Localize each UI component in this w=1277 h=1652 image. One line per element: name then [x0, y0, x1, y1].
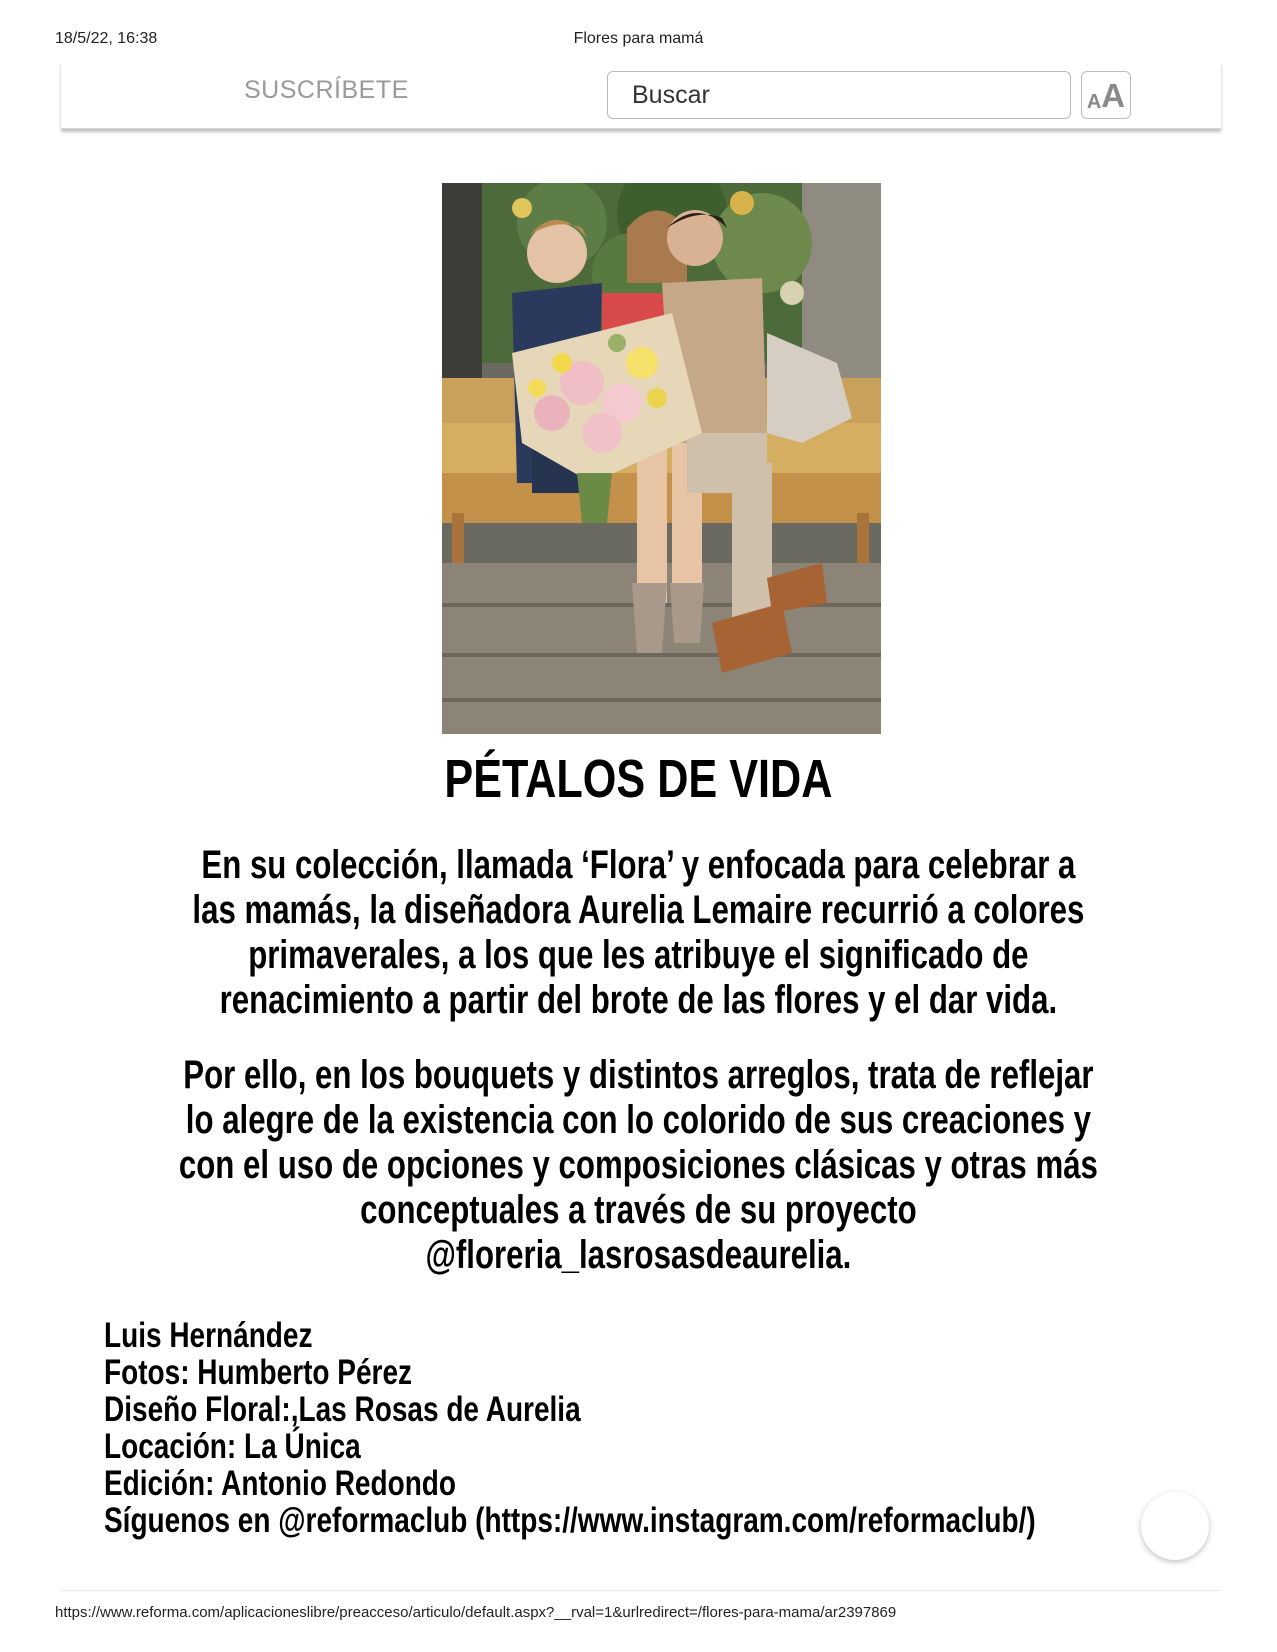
- top-toolbar: [61, 62, 1221, 129]
- paragraph-line: renacimiento a partir del brote de las flores y el dar vida.: [219, 978, 1058, 1022]
- font-size-large-icon: A: [1101, 77, 1126, 114]
- print-date: 18/5/22, 16:38: [55, 30, 158, 47]
- credit-follow-us: Síguenos en @reformaclub (https://www.instagram.com/reformaclub/): [104, 1501, 1036, 1540]
- article-photo: [442, 183, 881, 734]
- paragraph-line: las mamás, la diseñadora Aurelia Lemaire recurrió a colores: [192, 888, 1085, 932]
- credit-photos: Fotos: Humberto Pérez: [104, 1353, 413, 1392]
- article-paragraph-1: [140, 843, 1136, 1023]
- search-input[interactable]: [607, 71, 1071, 119]
- font-size-small-icon: A: [1086, 91, 1102, 113]
- paragraph-line: En su colección, llamada ‘Flora’ y enfocada para celebrar a: [201, 843, 1076, 887]
- credit-author: Luis Hernández: [104, 1316, 313, 1355]
- credit-location: Locación: La Única: [104, 1427, 361, 1466]
- article-credits: [104, 1317, 1144, 1539]
- paragraph-line: lo alegre de la existencia con lo colorido de sus creaciones y: [185, 1098, 1091, 1142]
- floating-action-button[interactable]: [1141, 1492, 1209, 1560]
- paragraph-line: Por ello, en los bouquets y distintos arreglos, trata de reflejar: [183, 1053, 1094, 1097]
- paragraph-line: @floreria_lasrosasdeaurelia.: [425, 1233, 852, 1277]
- font-size-button[interactable]: [1081, 71, 1131, 119]
- article-headline: PÉTALOS DE VIDA: [444, 749, 833, 809]
- article-paragraph-2: [140, 1053, 1136, 1278]
- print-page-title: Flores para mamá: [573, 30, 704, 47]
- paragraph-line: conceptuales a través de su proyecto: [360, 1188, 917, 1232]
- paragraph-line: con el uso de opciones y composiciones clásicas y otras más: [178, 1143, 1098, 1187]
- footer-divider: [61, 1590, 1221, 1591]
- print-footer-url: https://www.reforma.com/aplicacioneslibre/preacceso/articulo/default.aspx?__rval=1&urlredirect=/flores-para-mama/ar2397869: [55, 1604, 897, 1621]
- credit-floral-design: Diseño Floral:,Las Rosas de Aurelia: [104, 1390, 581, 1429]
- print-header: [55, 30, 1222, 52]
- credit-editing: Edición: Antonio Redondo: [104, 1464, 457, 1503]
- paragraph-line: primaverales, a los que les atribuye el significado de: [248, 933, 1029, 977]
- subscribe-link[interactable]: SUSCRÍBETE: [244, 76, 409, 104]
